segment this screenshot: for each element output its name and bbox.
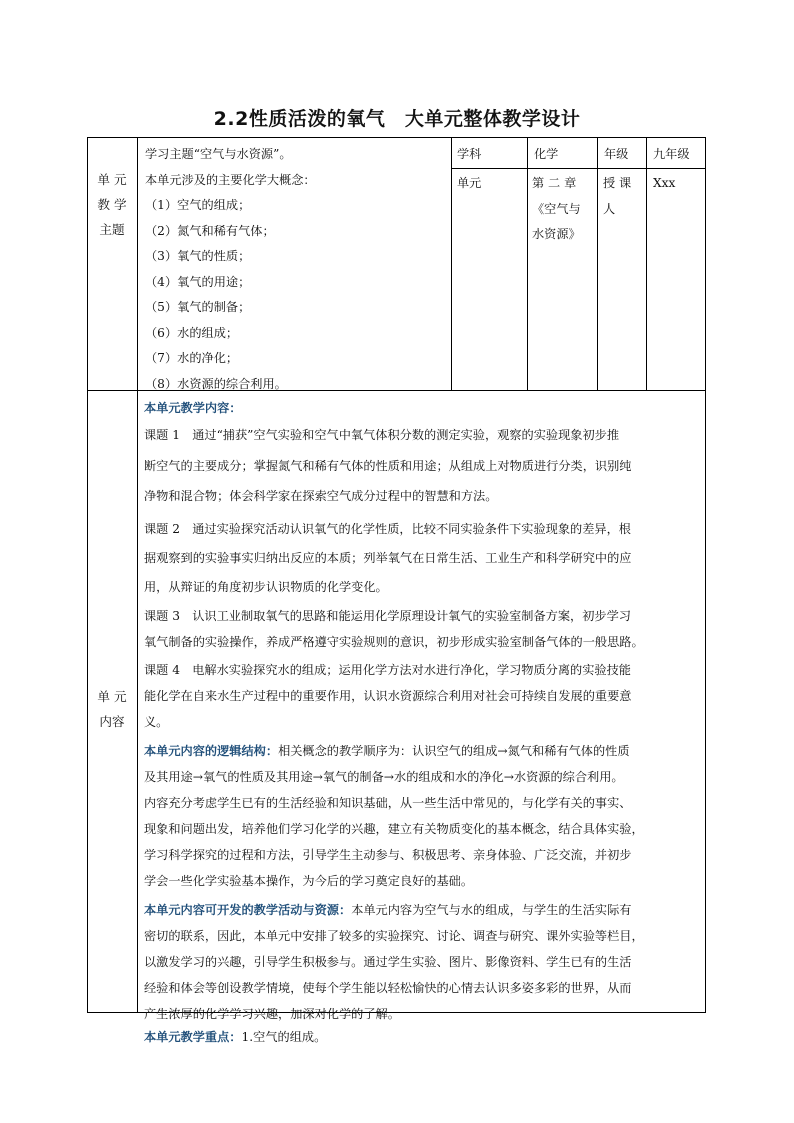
unit-value-line: 水资源》 bbox=[532, 227, 581, 241]
lesson-3 bbox=[144, 603, 704, 655]
lesson-1 bbox=[144, 420, 704, 512]
concept-item: （4）氧气的用途； bbox=[145, 274, 251, 289]
teacher-label-line: 人 bbox=[603, 201, 616, 216]
lesson-line: 课题 4 电解水实验探究水的组成；运用化学方法对水进行净化，学习物质分离的实验技能 bbox=[144, 662, 631, 677]
lesson-line: 课题 3 认识工业制取氧气的思路和能运用化学原理设计氧气的实验室制备方案，初步学习 bbox=[144, 608, 631, 623]
concept-item: （7）水的净化； bbox=[145, 351, 239, 365]
teacher-value: Xxx bbox=[653, 176, 676, 190]
concept-item: （1）空气的组成； bbox=[145, 198, 251, 212]
activity-first-line bbox=[144, 897, 704, 923]
table-divider bbox=[597, 137, 598, 390]
lesson-line: 用，从辩证的角度初步认识物质的化学变化。 bbox=[144, 579, 388, 594]
table-divider bbox=[451, 168, 706, 169]
key-text: 1.空气的组成。 bbox=[241, 1029, 327, 1044]
teacher-label bbox=[603, 171, 631, 222]
key-points-line bbox=[144, 1027, 704, 1047]
label-line: 教 学 bbox=[97, 197, 127, 212]
logic-line: 及其用途→氧气的性质及其用途→氧气的制备→水的组成和水的净化→水资源的综合利用。 bbox=[144, 769, 624, 784]
unit-value bbox=[532, 171, 581, 248]
concept-item: （3）氧气的性质； bbox=[145, 249, 251, 263]
lesson-line: 课题 2 通过实验探究活动认识氧气的化学性质，比较不同实验条件下实验现象的差异，根 bbox=[144, 521, 631, 536]
logic-line: 现象和问题出发，培养他们学习化学的兴趣，建立有关物质变化的基本概念，结合具体实验， bbox=[144, 821, 644, 836]
concepts-intro: 本单元涉及的主要化学大概念： bbox=[145, 172, 316, 187]
logic-line: 相关概念的教学顺序为：认识空气的组成→氮气和稀有气体的性质 bbox=[278, 743, 630, 758]
subject-label: 学科 bbox=[457, 147, 482, 161]
subject-value: 化学 bbox=[534, 147, 559, 161]
activity-heading: 本单元内容可开发的教学活动与资源： bbox=[144, 902, 352, 917]
key-points bbox=[144, 1027, 704, 1047]
table-border-right bbox=[705, 137, 706, 1013]
unit-content-label bbox=[88, 684, 136, 734]
page-title: 2.2性质活泼的氧气 大单元整体教学设计 bbox=[213, 108, 581, 130]
label-line: 单 元 bbox=[97, 172, 127, 187]
unit-value-line: 第 二 章 bbox=[532, 176, 577, 190]
lesson-line: 义。 bbox=[144, 714, 169, 729]
activity-line: 产生浓厚的化学学习兴趣，加深对化学的了解。 bbox=[144, 1006, 400, 1021]
concept-item: （8）水资源的综合利用。 bbox=[145, 376, 287, 391]
label-line: 主题 bbox=[99, 222, 125, 237]
activity-line: 本单元内容为空气与水的组成，与学生的生活实际有 bbox=[351, 902, 632, 917]
teacher-label-line: 授 课 bbox=[603, 176, 632, 190]
logic-first-line bbox=[144, 738, 704, 764]
logic-structure bbox=[144, 738, 704, 894]
table-divider bbox=[137, 137, 138, 1013]
lesson-line: 能化学在自来水生产过程中的重要作用，认识水资源综合利用对社会可持续自发展的重要意 bbox=[144, 688, 632, 703]
theme-cell bbox=[145, 142, 316, 397]
grade-label: 年级 bbox=[604, 147, 629, 161]
lesson-line: 据观察到的实验事实归纳出反应的本质；列举氧气在日常生活、工业生产和科学研究中的应 bbox=[144, 550, 632, 565]
unit-theme-label bbox=[88, 167, 136, 242]
concept-item: （2）氮气和稀有气体； bbox=[145, 223, 275, 238]
lesson-2 bbox=[144, 515, 704, 602]
lesson-line: 课题 1 通过“捕获”空气实验和空气中氧气体积分数的测定实验，观察的实验现象初步推 bbox=[144, 428, 620, 442]
table-divider bbox=[527, 137, 528, 390]
lesson-4 bbox=[144, 657, 704, 735]
logic-line: 学会一些化学实验基本操作，为今后的学习奠定良好的基础。 bbox=[144, 873, 474, 888]
table-divider bbox=[451, 137, 452, 390]
unit-label: 单元 bbox=[457, 176, 482, 190]
theme-title: 学习主题“空气与水资源”。 bbox=[145, 147, 292, 161]
label-line: 内容 bbox=[99, 714, 125, 729]
label-line: 单 元 bbox=[97, 689, 127, 704]
activities-resources bbox=[144, 897, 704, 1027]
concept-item: （5）氧气的制备； bbox=[145, 300, 251, 314]
lesson-line: 断空气的主要成分；掌握氮气和稀有气体的性质和用途；从组成上对物质进行分类，识别纯 bbox=[144, 458, 632, 473]
logic-line: 内容充分考虑学生已有的生活经验和知识基础，从一些生活中常见的，与化学有关的事实、 bbox=[144, 795, 632, 810]
activity-line: 以激发学习的兴趣，引导学生积极参与。通过学生实验、图片、影像资料、学生已有的生活 bbox=[144, 954, 632, 969]
unit-content-cell bbox=[144, 396, 704, 1047]
table-border-top bbox=[87, 137, 706, 138]
activity-line: 密切的联系，因此，本单元中安排了较多的实验探究、讨论、调查与研究、课外实验等栏目， bbox=[144, 928, 644, 943]
table-divider bbox=[646, 137, 647, 390]
lesson-line: 净物和混合物；体会科学家在探索空气成分过程中的智慧和方法。 bbox=[144, 489, 498, 503]
logic-line: 学习科学探究的过程和方法，引导学生主动参与、积极思考、亲身体验、广泛交流，并初步 bbox=[144, 847, 632, 862]
unit-value-line: 《空气与 bbox=[532, 201, 581, 216]
teaching-content-heading: 本单元教学内容： bbox=[144, 401, 242, 415]
key-heading: 本单元教学重点： bbox=[144, 1029, 242, 1044]
activity-line: 经验和体会等创设教学情境，使每个学生能以轻松愉快的心情去认识多姿多彩的世界，从而 bbox=[144, 980, 632, 995]
logic-heading: 本单元内容的逻辑结构： bbox=[144, 743, 279, 758]
lesson-line: 氧气制备的实验操作，养成严格遵守实验规则的意识，初步形成实验室制备气体的一般思路。 bbox=[144, 634, 644, 649]
grade-value: 九年级 bbox=[653, 147, 690, 161]
concept-item: （6）水的组成； bbox=[145, 325, 239, 340]
table-border-left bbox=[87, 137, 88, 1013]
